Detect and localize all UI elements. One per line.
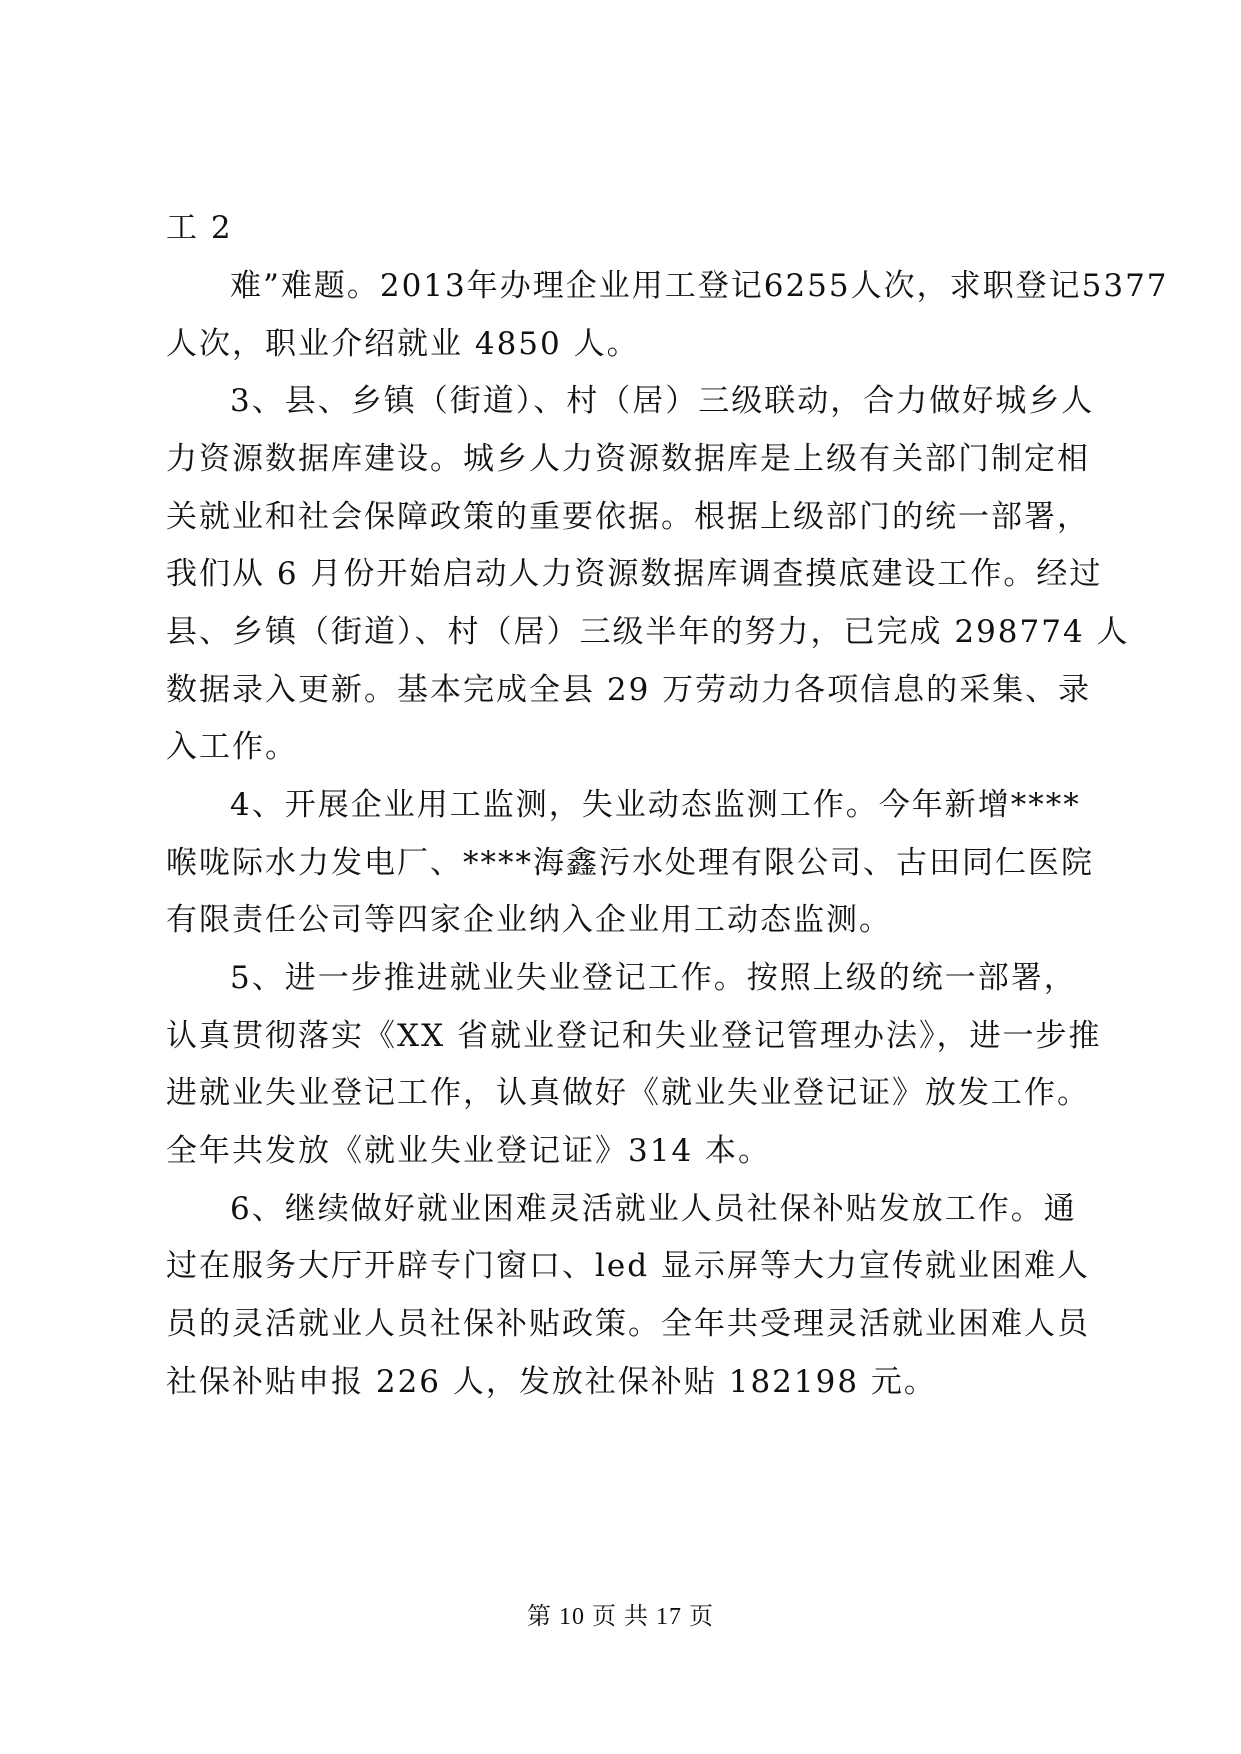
text-line: 人次，职业介绍就业 4850 人。 [166,326,640,362]
text-line: 全年共发放《就业失业登记证》314 本。 [166,1133,772,1169]
text-line: 数据录入更新。基本完成全县 29 万劳动力各项信息的采集、录 [166,672,1092,708]
text-line: 入工作。 [166,729,298,765]
text-line: 难”难题。2013年办理企业用工登记6255人次，求职登记5377 [230,268,1169,304]
text-line: 社保补贴申报 226 人，发放社保补贴 182198 元。 [166,1364,937,1400]
page-number-footer: 第 10 页 共 17 页 [527,1604,714,1630]
text-line: 关就业和社会保障政策的重要依据。根据上级部门的统一部署， [166,499,1090,535]
text-line: 过在服务大厅开辟专门窗口、led 显示屏等大力宣传就业困难人 [166,1248,1090,1284]
paragraph-4-start: 4、开展企业用工监测，失业动态监测工作。今年新增**** [230,787,1081,823]
text-line: 我们从 6 月份开始启动人力资源数据库调查摸底建设工作。经过 [166,556,1103,592]
text-line: 有限责任公司等四家企业纳入企业用工动态监测。 [166,902,892,938]
text-line: 认真贯彻落实《XX 省就业登记和失业登记管理办法》，进一步推 [166,1018,1102,1054]
text-line: 喉咙际水力发电厂、****海鑫污水处理有限公司、古田同仁医院 [166,845,1094,881]
text-line: 工 2 [166,210,233,246]
text-line: 县、乡镇（街道）、村（居）三级半年的努力，已完成 298774 人 [166,614,1130,650]
paragraph-3-start: 3、县、乡镇（街道）、村（居）三级联动，合力做好城乡人 [230,383,1095,419]
text-line: 员的灵活就业人员社保补贴政策。全年共受理灵活就业困难人员 [166,1306,1090,1342]
paragraph-6-start: 6、继续做好就业困难灵活就业人员社保补贴发放工作。通 [230,1191,1077,1227]
paragraph-5-start: 5、进一步推进就业失业登记工作。按照上级的统一部署， [230,960,1077,996]
text-line: 力资源数据库建设。城乡人力资源数据库是上级有关部门制定相 [166,441,1090,477]
text-line: 进就业失业登记工作，认真做好《就业失业登记证》放发工作。 [166,1075,1090,1111]
